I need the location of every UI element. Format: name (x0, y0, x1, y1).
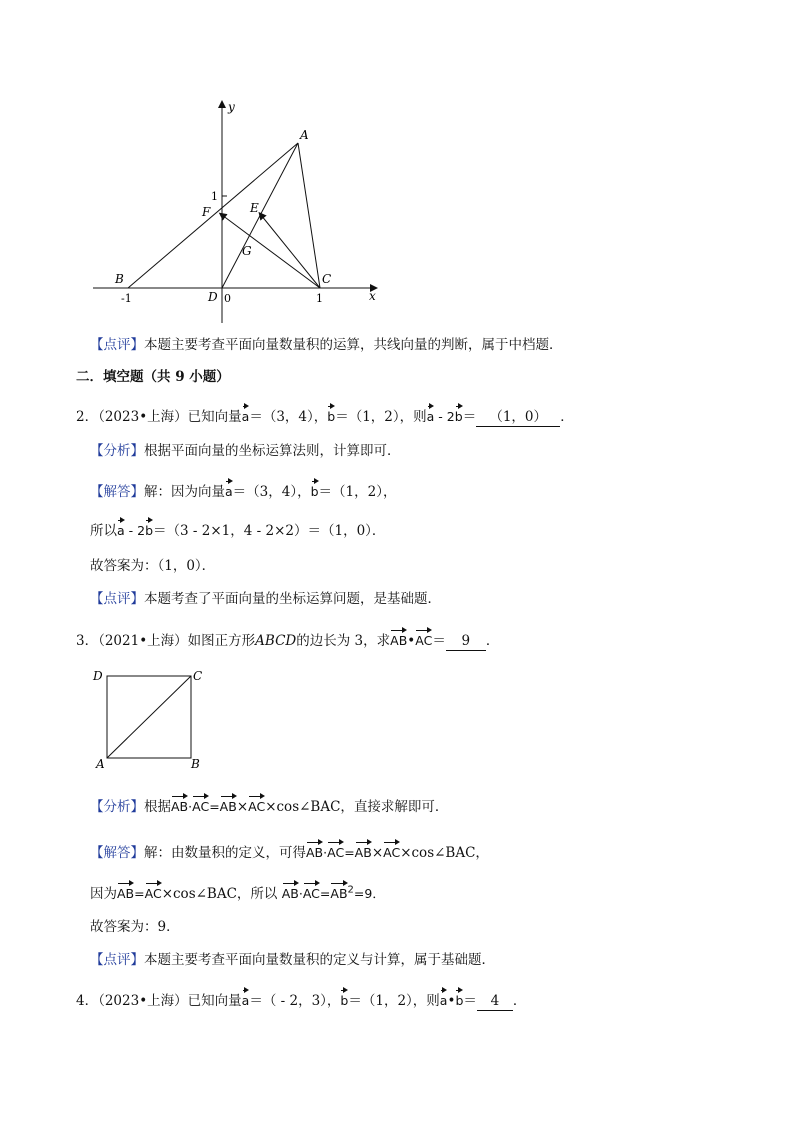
question-4: 4．（2023•上海）已知向量a＝（ - 2，3），b＝（1，2），则a•b＝ 4 ． (76, 988, 526, 1011)
q2-solution: 【解答】解：因为向量a＝（3，4），b＝（1，2）， (90, 479, 396, 501)
question-3: 3．（2021•上海）如图正方形ABCD的边长为 3，求AB•AC＝ 9 ． (76, 628, 499, 651)
line-DA (222, 143, 298, 288)
line-AC (298, 143, 320, 288)
label-F: F (202, 205, 211, 219)
label-A: A (300, 128, 309, 142)
label-C: C (322, 272, 332, 286)
q2-result: 故答案为：（1，0）． (90, 558, 216, 574)
question-2: 2．（2023•上海）已知向量a＝（3，4），b＝（1，2），则a - 2b＝ （1，0） ． (76, 404, 574, 427)
label-D: D (208, 290, 218, 304)
label-x: x (369, 289, 376, 303)
diagonal-AC (107, 676, 191, 758)
q3-comment: 【点评】本题主要考查平面向量数量积的定义与计算，属于基础题． (90, 952, 495, 968)
label-E: E (250, 201, 259, 215)
label-B: B (191, 757, 200, 771)
tick-label-y1: 1 (211, 190, 218, 203)
comment-tag: 【点评】 (90, 337, 144, 353)
label-A: A (96, 757, 105, 771)
label-G: G (242, 244, 252, 258)
comment-1: 【点评】本题主要考查平面向量数量积的运算，共线向量的判断，属于中档题． (90, 337, 563, 353)
tick-label-0: 0 (224, 292, 231, 305)
answer-blank: 9 (446, 632, 486, 651)
square-figure (88, 664, 208, 774)
vector-CF (222, 215, 320, 288)
vector-CE (261, 215, 320, 288)
answer-blank: （1，0） (476, 408, 560, 427)
line-BA (128, 143, 298, 288)
q2-comment: 【点评】本题考查了平面向量的坐标运算问题，是基础题． (90, 591, 441, 607)
label-C: C (193, 669, 203, 683)
tick-label-neg1: -1 (121, 292, 132, 305)
label-y: y (228, 100, 235, 114)
section-heading: 二．填空题（共 9 小题） (76, 369, 230, 385)
tick-label-x1: 1 (316, 292, 323, 305)
answer-blank: 4 (477, 992, 513, 1011)
coordinate-figure (85, 95, 395, 335)
label-D: D (93, 669, 103, 683)
q3-analysis: 【分析】根据AB·AC=AB×AC×cos∠BAC，直接求解即可． (90, 794, 448, 816)
q3-solution: 【解答】解：由数量积的定义，可得AB·AC=AB×AC×cos∠BAC， (90, 840, 489, 862)
q2-solution-2: 所以a - 2b＝（3 - 2×1，4 - 2×2）＝（1，0）． (90, 518, 385, 540)
q2-analysis: 【分析】根据平面向量的坐标运算法则，计算即可． (90, 443, 401, 459)
label-B: B (115, 272, 124, 286)
q3-result: 故答案为：9． (90, 919, 180, 935)
q3-solution-2: 因为AB=AC×cos∠BAC，所以 $AB\cdot AC=AB^2=9$． (90, 881, 385, 903)
